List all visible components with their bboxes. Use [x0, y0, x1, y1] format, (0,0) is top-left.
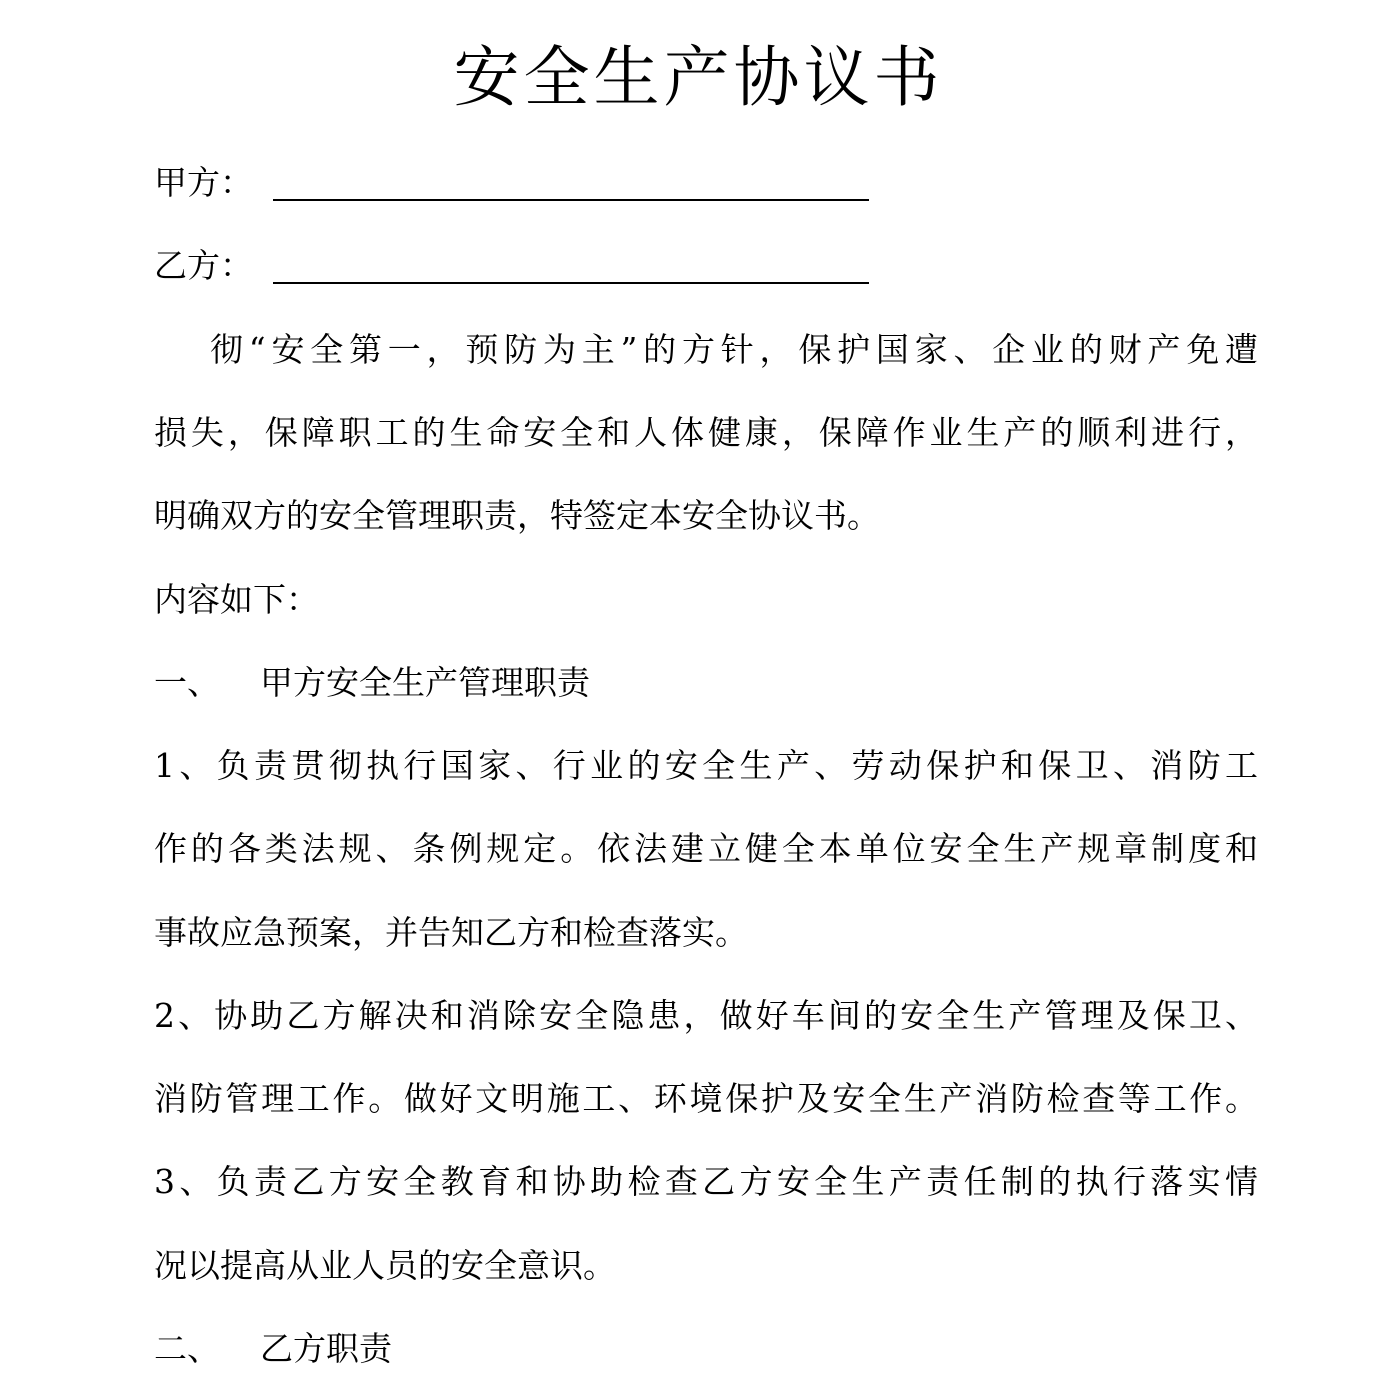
- item-1-line-1: 1、负责贯彻执行国家、行业的安全生产、劳动保护和保卫、消防工: [154, 746, 1258, 785]
- intro-line-1: 彻“安全第一，预防为主”的方针，保护国家、企业的财产免遭: [210, 330, 1258, 369]
- party-b-label: 乙方：: [154, 246, 253, 285]
- party-a-blank-line: [273, 199, 869, 201]
- section-1-heading: [154, 663, 590, 703]
- content-heading: 内容如下：: [154, 580, 319, 619]
- intro-line-3: 明确双方的安全管理职责，特签定本安全协议书。: [154, 496, 880, 535]
- party-a-row: [154, 163, 869, 203]
- party-a-label: 甲方：: [154, 163, 253, 202]
- item-2-line-2: 消防管理工作。做好文明施工、环境保护及安全生产消防检查等工作。: [154, 1079, 1258, 1118]
- intro-line-2: 损失，保障职工的生命安全和人体健康，保障作业生产的顺利进行，: [154, 413, 1258, 452]
- section-2-title: 乙方职责: [260, 1329, 392, 1368]
- party-b-blank-line: [273, 282, 869, 284]
- item-2-line-1: 2、协助乙方解决和消除安全隐患，做好车间的安全生产管理及保卫、: [154, 996, 1258, 1035]
- item-1-line-2: 作的各类法规、条例规定。依法建立健全本单位安全生产规章制度和: [154, 829, 1258, 868]
- section-1-title: 甲方安全生产管理职责: [260, 663, 590, 702]
- section-2-number: 二、: [154, 1329, 220, 1368]
- party-b-row: [154, 246, 869, 286]
- document-title: 安全生产协议书: [453, 39, 944, 116]
- section-2-heading: [154, 1329, 392, 1369]
- section-1-number: 一、: [154, 663, 220, 702]
- item-1-line-3: 事故应急预案，并告知乙方和检查落实。: [154, 913, 748, 952]
- item-3-line-1: 3、负责乙方安全教育和协助检查乙方安全生产责任制的执行落实情: [154, 1162, 1258, 1201]
- item-3-line-2: 况以提高从业人员的安全意识。: [154, 1246, 616, 1285]
